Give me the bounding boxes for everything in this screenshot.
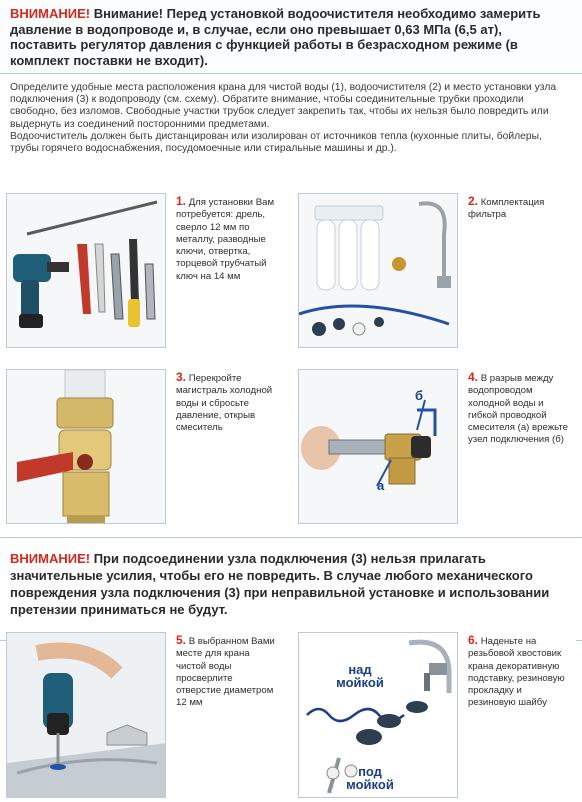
connection-photo xyxy=(298,369,458,524)
faucet-mount-photo xyxy=(298,632,458,798)
step-4-body: В разрыв между водопроводом холодной воды и гибкой проводкой смесителя (а) врежьте узел подключения (б) xyxy=(468,373,568,446)
warning-text-top xyxy=(10,6,572,68)
warning-box-top xyxy=(0,0,582,74)
step-2-text xyxy=(468,195,568,222)
warning-box-mid xyxy=(0,537,582,641)
label-below-sink: под мойкой xyxy=(346,764,394,792)
step-2-body: Комплектация фильтра xyxy=(468,197,545,221)
warning-body: Внимание! Перед установкой водоочистителя необходимо замерить давление в водопроводе и, в случае, если оно превышает 0,63 МПа (6,5 ат), поставить регулятор давления с функцией работы в безрасходном режиме (в комплект поставки не входит). xyxy=(10,6,541,68)
drilling-illustration xyxy=(7,633,166,798)
step-6-text xyxy=(468,634,568,710)
step-5-body: В выбранном Вами месте для крана чистой воды просверлите отверстие диаметром 12 мм xyxy=(176,636,275,709)
warning-title-mid: ВНИМАНИЕ! xyxy=(10,551,91,566)
step-5-number: 5. xyxy=(176,633,187,647)
drilling-photo xyxy=(6,632,166,798)
tools-photo xyxy=(6,193,166,348)
filter-kit-illustration xyxy=(299,194,458,348)
step-5-text xyxy=(176,634,276,710)
step-4-number: 4. xyxy=(468,370,479,384)
warning-body-mid: При подсоединении узла подключения (3) нельзя прилагать значительные усилия, чтобы его не повредить. В случае любого механического повреждения узла подключения (3) при неправильной установке и использовании претензии приниматься не будут. xyxy=(10,551,550,617)
step-1-body: Для установки Вам потребуется: дрель, сверло 12 мм по металлу, разводные ключи, отвертка, торцевой трубчатый ключ на 14 мм xyxy=(176,197,275,282)
intro-paragraph-2: Водоочиститель должен быть дистанцирован или изолирован от источников тепла (кухонные плиты, бойлеры, трубы горячего водоснабжения, посудомоечные или стиральные машины и др.). xyxy=(10,130,542,155)
step-6-number: 6. xyxy=(468,633,479,647)
step-4-text xyxy=(468,371,568,447)
steps-row-2 xyxy=(6,369,576,531)
valve-photo xyxy=(6,369,166,524)
intro-text xyxy=(10,82,572,155)
label-a: а xyxy=(377,478,385,493)
steps-row-1 xyxy=(6,193,576,355)
steps-row-3 xyxy=(6,632,576,794)
step-6-body: Наденьте на резьбовой хвостовик крана декоративную подставку, резиновую прокладку и резиновую шайбу xyxy=(468,636,565,709)
step-2-number: 2. xyxy=(468,194,479,208)
step-1-number: 1. xyxy=(176,194,187,208)
step-3-body: Перекройте магистраль холодной воды и сбросьте давление, открыв смеситель xyxy=(176,373,273,434)
warning-title: ВНИМАНИЕ! xyxy=(10,6,91,21)
label-above-sink: над мойкой xyxy=(336,662,384,690)
warning-text-mid xyxy=(10,550,572,618)
label-b: б xyxy=(415,388,424,403)
tools-illustration xyxy=(7,194,166,348)
valve-illustration xyxy=(7,370,166,524)
filter-kit-photo xyxy=(298,193,458,348)
step-3-number: 3. xyxy=(176,370,187,384)
step-1-text xyxy=(176,195,276,283)
connection-illustration xyxy=(299,370,458,524)
intro-paragraph-1: Определите удобные места расположения крана для чистой воды (1), водоочистителя (2) и место установки узла подключения (3) к водопроводу (см. схему). Обратите внимание, чтобы соединительные трубки проходили свободно, без изломов. Свободные участки трубок следует закрепить так, чтобы их нельзя было повредить или выдернуть из соединений посторонними предметами. xyxy=(10,82,557,130)
step-3-text xyxy=(176,371,276,434)
